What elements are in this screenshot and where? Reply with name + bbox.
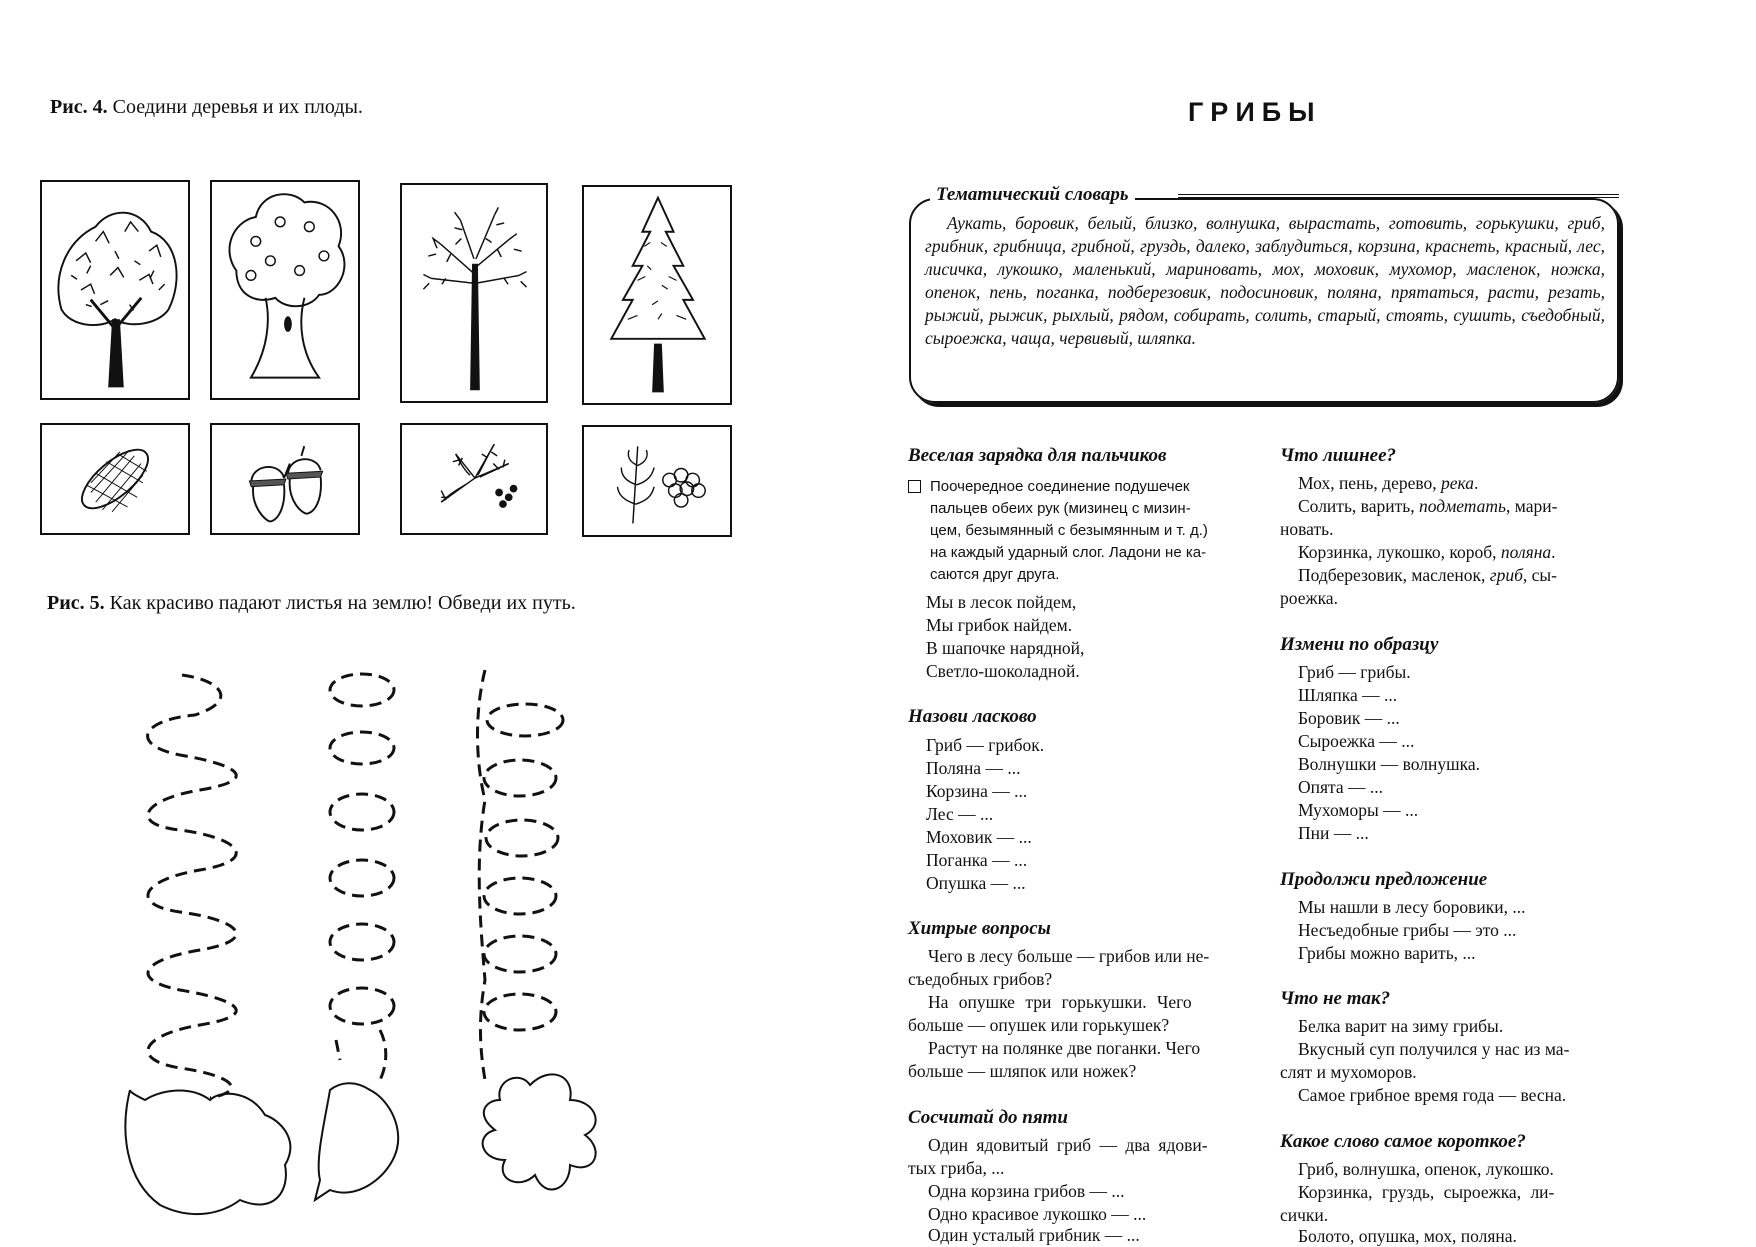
- list-item: Один усталый грибник — ...: [928, 1225, 1140, 1245]
- section-count-to-five-heading: Сосчитай до пяти: [908, 1107, 1068, 1128]
- list-item: Моховик — ...: [926, 827, 1032, 847]
- fruit-frame-rowan[interactable]: [582, 425, 732, 537]
- leaf-2-outline-icon: [315, 1083, 398, 1200]
- section-shortest-word-heading: Какое слово самое короткое?: [1280, 1131, 1526, 1152]
- dictionary-text: Аукать, боровик, белый, близко, волнушка, вырастать, готовить, горькушки, гриб, грибник, грибница, грибной, груздь, далеко, заблудиться, корзина, краснеть, красный, лес, лисичка, лукошко, маленький, мариновать, мох, моховик, мухомор, масленок, ножка, опенок, пень, поганка, подберезовик, подосиновик, поляна, прятаться, расти, резать, рыжий, рыжик, рыхлый, рядом, собирать, солить, старый, стоять, сушить, съедобный, сыроежка, чаща, червивый, шляпка.: [925, 213, 1605, 348]
- section-tricky-questions-heading: Хитрые вопросы: [908, 918, 1051, 939]
- list-item: Мы нашли в лесу боровики, ...: [1298, 897, 1526, 917]
- fig5-text: Как красиво падают листья на землю! Обведи их путь.: [109, 592, 576, 614]
- fir-tree-icon: [584, 187, 730, 403]
- text-line: Вкусный суп получился у нас из ма-: [1298, 1039, 1570, 1059]
- tree-frame-oak[interactable]: [210, 180, 360, 400]
- acorns-icon: [212, 425, 358, 533]
- text-line: слят и мухоморов.: [1280, 1062, 1417, 1082]
- text-line: Самое грибное время года — весна.: [1298, 1085, 1567, 1105]
- leaf-1-outline-icon: [125, 1090, 290, 1214]
- list-item: Несъедобные грибы — это ...: [1298, 920, 1517, 940]
- leaf-tracing-paths[interactable]: [100, 660, 660, 1220]
- fruit-frame-ash-seeds[interactable]: [400, 423, 548, 535]
- checkbox-icon: [908, 480, 921, 493]
- instruction-line: цем, безымянный с безымянным и т. д.): [930, 522, 1208, 539]
- poem-line: В шапочке нарядной,: [926, 638, 1085, 658]
- section-change-by-pattern-heading: Измени по образцу: [1280, 634, 1439, 655]
- oak-tree-icon: [212, 182, 358, 398]
- text-line: Чего в лесу больше — грибов или не-: [928, 946, 1210, 966]
- list-item: Гриб — грибок.: [926, 735, 1045, 755]
- poem-line: Мы в лесок пойдем,: [926, 592, 1077, 612]
- instruction-line: саются друг друга.: [930, 566, 1060, 583]
- section-finger-exercise-heading: Веселая зарядка для пальчиков: [908, 445, 1167, 466]
- page-title: ГРИБЫ: [1188, 97, 1322, 127]
- list-item: Шляпка — ...: [1298, 685, 1398, 705]
- rowan-berries-icon: [584, 427, 730, 535]
- text-line: Гриб, волнушка, опенок, лукошко.: [1298, 1159, 1554, 1179]
- poem-line: Мы грибок найдем.: [926, 615, 1073, 635]
- text-line: Растут на полянке две поганки. Чего: [928, 1038, 1201, 1058]
- text-line: На опушке три горькушки. Чего: [928, 992, 1192, 1012]
- list-item: Гриб — грибы.: [1298, 662, 1411, 682]
- list-item: Грибы можно варить, ...: [1298, 943, 1476, 963]
- dictionary-heading: Тематический словарь: [930, 184, 1135, 206]
- section-what-is-wrong-heading: Что не так?: [1280, 988, 1391, 1009]
- poem-line: Светло-шоколадной.: [926, 661, 1080, 681]
- leaf-path-1[interactable]: [148, 675, 237, 1098]
- text-line: съедобных грибов?: [908, 969, 1053, 989]
- text-line: больше — опушек или горькушек?: [908, 1015, 1170, 1035]
- tree-frame-chestnut[interactable]: [40, 180, 190, 400]
- text-line: Белка варит на зиму грибы.: [1298, 1016, 1504, 1036]
- text-line: Корзинка, груздь, сыроежка, ли-: [1298, 1182, 1555, 1202]
- fig4-caption: [50, 96, 363, 119]
- fig4-label: Рис. 4.: [50, 96, 108, 118]
- fruit-frame-acorns[interactable]: [210, 423, 360, 535]
- text-line: Солить, варить, подметать, мари-: [1298, 496, 1558, 516]
- text-line: больше — шляпок или ножек?: [908, 1061, 1137, 1081]
- instruction-line: на каждый ударный слог. Ладони не ка-: [930, 544, 1207, 561]
- section-name-gently-heading: Назови ласково: [908, 706, 1037, 727]
- tree-frame-ash[interactable]: [400, 183, 548, 403]
- leaf-3-outline-icon: [483, 1074, 596, 1189]
- list-item: Корзина — ...: [926, 781, 1028, 801]
- text-line: роежка.: [1280, 588, 1338, 608]
- fir-cone-icon: [42, 425, 188, 533]
- text-line: Корзинка, лукошко, короб, поляна.: [1298, 542, 1556, 562]
- tree-frame-fir[interactable]: [582, 185, 732, 405]
- list-item: Лес — ...: [926, 804, 994, 824]
- dictionary-rule: [1178, 194, 1619, 198]
- chestnut-tree-icon: [42, 182, 188, 398]
- text-line: сички.: [1280, 1205, 1329, 1225]
- text-line: Мох, пень, дерево, река.: [1298, 473, 1479, 493]
- fig5-label: Рис. 5.: [47, 592, 105, 614]
- fig4-text: Соедини деревья и их плоды.: [112, 96, 363, 118]
- instruction-line: Поочередное соединение подушечек: [930, 478, 1190, 495]
- leaf-path-2[interactable]: [330, 674, 394, 1080]
- section-continue-sentence-heading: Продолжи предложение: [1280, 869, 1488, 890]
- fig5-caption: [47, 592, 576, 615]
- instruction-line: пальцев обеих рук (мизинец с мизин-: [930, 500, 1191, 517]
- leaf-path-3[interactable]: [478, 670, 564, 1080]
- ash-tree-icon: [402, 185, 546, 401]
- list-item: Опята — ...: [1298, 777, 1384, 797]
- list-item: Поганка — ...: [926, 850, 1028, 870]
- list-item: Поляна — ...: [926, 758, 1021, 778]
- text-line: Подберезовик, масленок, гриб, сы-: [1298, 565, 1558, 585]
- list-item: Опушка — ...: [926, 873, 1026, 893]
- list-item: Волнушки — волнушка.: [1298, 754, 1480, 774]
- list-item: Одно красивое лукошко — ...: [928, 1204, 1147, 1224]
- text-line: новать.: [1280, 519, 1334, 539]
- list-item: Одна корзина грибов — ...: [928, 1181, 1125, 1201]
- list-item: Мухоморы — ...: [1298, 800, 1419, 820]
- text-line: Болото, опушка, мох, поляна.: [1298, 1226, 1517, 1246]
- text-line: тых гриба, ...: [908, 1158, 1005, 1178]
- text-line: Один ядовитый гриб — два ядови-: [928, 1135, 1208, 1155]
- list-item: Боровик — ...: [1298, 708, 1400, 728]
- list-item: Сыроежка — ...: [1298, 731, 1415, 751]
- list-item: Пни — ...: [1298, 823, 1369, 843]
- section-odd-one-out-heading: Что лишнее?: [1280, 445, 1397, 466]
- fruit-frame-cone[interactable]: [40, 423, 190, 535]
- ash-seeds-icon: [402, 425, 546, 533]
